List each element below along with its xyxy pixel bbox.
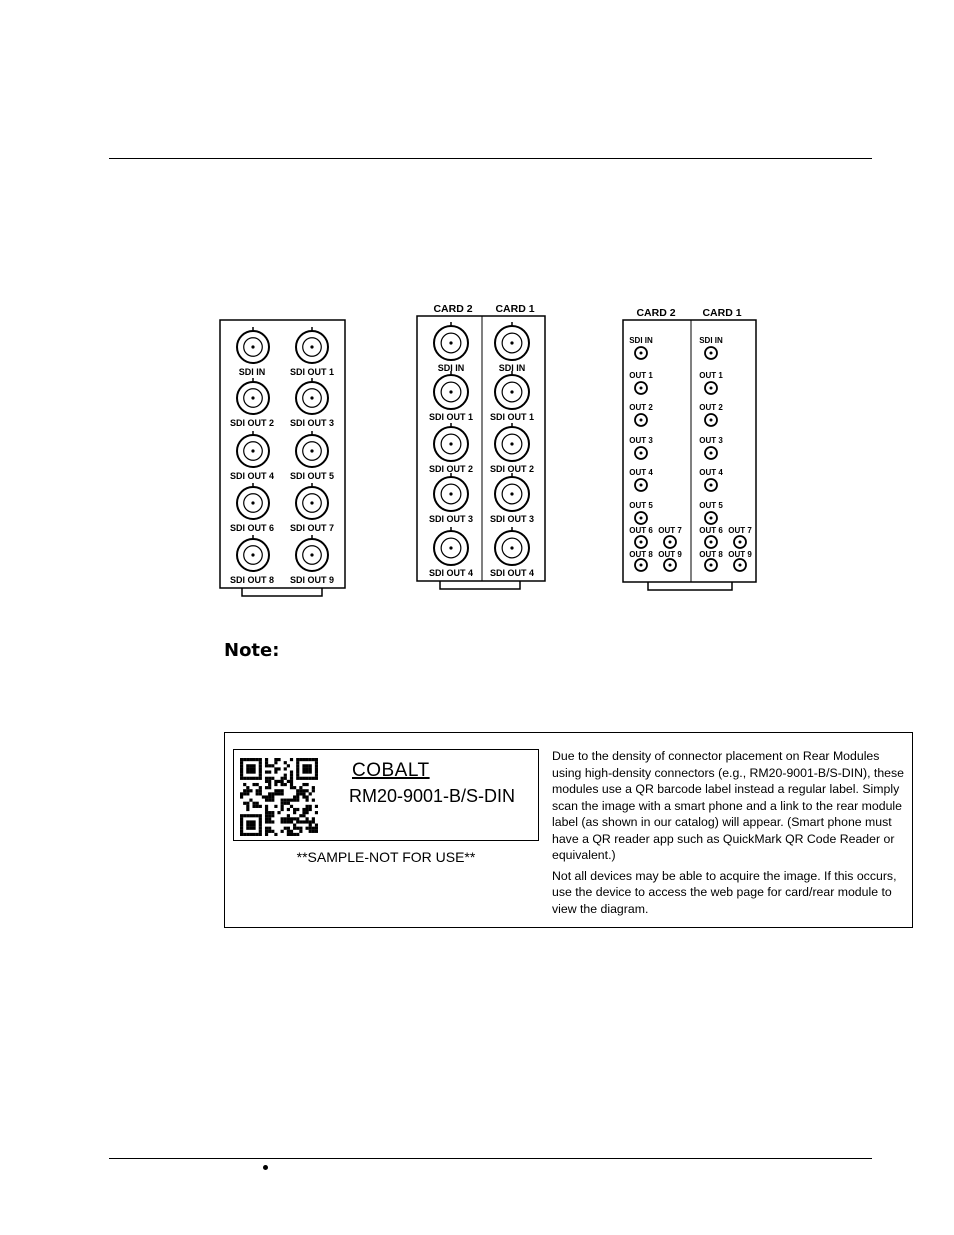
din-connector-icon: [705, 347, 717, 359]
sample-caption: **SAMPLE-NOT FOR USE**: [296, 849, 476, 865]
connector-label: SDI OUT 3: [489, 514, 535, 524]
footer-bullet: [263, 1165, 268, 1170]
din-connector-icon: [734, 559, 746, 571]
module-c: [623, 307, 756, 590]
din-connector-icon: [705, 512, 717, 524]
din-connector-icon: [635, 414, 647, 426]
description-paragraph-1: Due to the density of connector placement on Rear Modules using high-density connectors (e.g., RM20-9001-B/S-DIN), these modules use a QR barcode label instead a regular label. Simply scan the image with a smart phone and a link to the rear module label (as shown in our catalog) will appear. (Smart phone must have a QR reader app such as QuickMark QR Code Reader or equivalent.): [552, 749, 904, 862]
connector-label: SDI OUT 2: [229, 418, 275, 428]
model-number: RM20-9001-B/S-DIN: [349, 786, 516, 806]
module-tab: [440, 581, 520, 589]
connector-label: SDI IN: [629, 336, 653, 345]
din-connector-icon: [705, 447, 717, 459]
connector-label: OUT 1: [699, 371, 723, 380]
connector-label: OUT 6: [699, 526, 723, 535]
connector-label: OUT 3: [699, 436, 723, 445]
connector-label: OUT 1: [629, 371, 653, 380]
din-connector-icon: [705, 559, 717, 571]
footer-rule: [109, 1158, 872, 1159]
connector-label: SDI OUT 6: [229, 523, 275, 533]
connector-label: OUT 9: [728, 550, 752, 559]
din-connector-icon: [705, 536, 717, 548]
connector-label: SDI OUT 4: [229, 471, 275, 481]
connector-label: SDI IN: [498, 363, 526, 373]
din-connector-icon: [635, 347, 647, 359]
connector-label: SDI OUT 8: [229, 575, 275, 585]
connector-label: OUT 9: [658, 550, 682, 559]
din-connector-icon: [664, 536, 676, 548]
connector-label: SDI OUT 9: [289, 575, 335, 585]
din-connector-icon: [635, 447, 647, 459]
din-connector-icon: [635, 559, 647, 571]
connector-label: SDI IN: [437, 363, 465, 373]
connector-label: OUT 8: [629, 550, 653, 559]
din-connector-icon: [705, 382, 717, 394]
qr-label: [233, 749, 539, 841]
connector-label: OUT 4: [629, 468, 653, 477]
din-connector-icon: [635, 382, 647, 394]
qr-code-image: [240, 758, 318, 836]
connector-label: OUT 5: [629, 501, 653, 510]
card-2-title: CARD 2: [636, 307, 676, 319]
card-2-title: CARD 2: [433, 303, 473, 315]
connector-label: OUT 8: [699, 550, 723, 559]
connector-label: SDI OUT 3: [428, 514, 474, 524]
module-tab: [242, 588, 322, 596]
connector-label: SDI OUT 4: [489, 568, 535, 578]
connector-label: SDI OUT 5: [289, 471, 335, 481]
din-connector-icon: [705, 479, 717, 491]
card-1-title: CARD 1: [495, 303, 535, 315]
connector-label: SDI IN: [238, 367, 266, 377]
din-connector-icon: [734, 536, 746, 548]
brand-logo: COBALT: [352, 760, 430, 781]
connector-label: SDI OUT 2: [489, 464, 535, 474]
connector-label: OUT 2: [629, 403, 653, 412]
din-connector-icon: [705, 414, 717, 426]
connector-label: OUT 4: [699, 468, 723, 477]
connector-label: OUT 3: [629, 436, 653, 445]
din-connector-icon: [635, 512, 647, 524]
module-tab: [648, 582, 732, 590]
connector-label: OUT 7: [728, 526, 752, 535]
connector-label: SDI OUT 4: [428, 568, 474, 578]
card-1-title: CARD 1: [702, 307, 742, 319]
qr-label-panel: [224, 732, 913, 928]
connector-label: SDI OUT 1: [428, 412, 474, 422]
qr-description: [552, 748, 907, 921]
connector-label: OUT 6: [629, 526, 653, 535]
description-paragraph-2: Not all devices may be able to acquire the image. If this occurs, use the device to access the web page for card/rear module to view the diagram.: [552, 868, 897, 916]
din-connector-icon: [635, 479, 647, 491]
din-connector-icon: [635, 536, 647, 548]
connector-label: SDI OUT 7: [289, 523, 335, 533]
module-b: [417, 303, 545, 589]
connector-label: SDI OUT 3: [289, 418, 335, 428]
module-a: [220, 320, 345, 596]
connector-label: SDI IN: [699, 336, 723, 345]
connector-label: SDI OUT 1: [489, 412, 535, 422]
note-label: Note:: [224, 640, 280, 661]
connector-label: SDI OUT 1: [289, 367, 335, 377]
connector-label: OUT 7: [658, 526, 682, 535]
connector-label: OUT 2: [699, 403, 723, 412]
connector-label: OUT 5: [699, 501, 723, 510]
din-connector-icon: [664, 559, 676, 571]
connector-label: SDI OUT 2: [428, 464, 474, 474]
